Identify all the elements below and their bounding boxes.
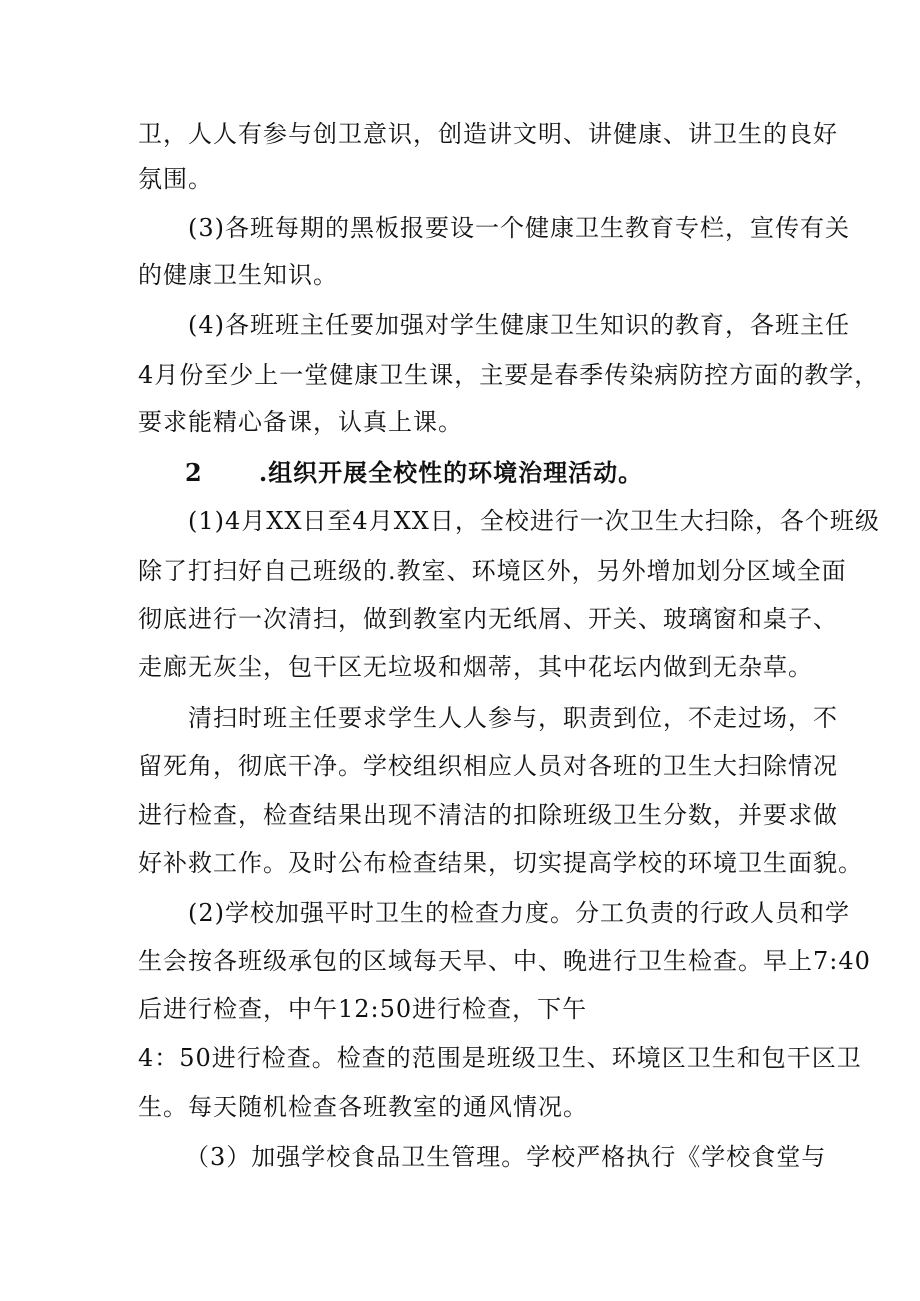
paragraph-line: 4：50进行检查。检查的范围是班级卫生、环境区卫生和包干区卫 — [138, 1044, 862, 1072]
paragraph-line: 卫，人人有参与创卫意识，创造讲文明、讲健康、讲卫生的良好 — [138, 120, 838, 148]
paragraph-line: 走廊无灰尘，包干区无垃圾和烟蒂，其中花坛内做到无杂草。 — [138, 653, 813, 681]
section-heading: 2 .组织开展全校性的环境治理活动。 — [185, 458, 644, 487]
paragraph-line: 留死角，彻底干净。学校组织相应人员对各班的卫生大扫除情况 — [138, 752, 838, 780]
paragraph-line: (3)各班每期的黑板报要设一个健康卫生教育专栏，宣传有关 — [188, 214, 850, 242]
paragraph-line: （3）加强学校食品卫生管理。学校严格执行《学校食堂与 — [185, 1143, 827, 1171]
paragraph-line: (4)各班班主任要加强对学生健康卫生知识的教育，各班主任 — [188, 311, 850, 339]
paragraph-line: 后进行检查，中午12:50进行检查，下午 — [138, 995, 588, 1023]
paragraph-line: 好补救工作。及时公布检查结果，切实提高学校的环境卫生面貌。 — [138, 849, 863, 877]
paragraph-line: 4月份至少上一堂健康卫生课，主要是春季传染病防控方面的教学， — [138, 361, 880, 389]
paragraph-line: 生。每天随机检查各班教室的通风情况。 — [138, 1093, 588, 1121]
paragraph-line: 氛围。 — [138, 165, 213, 193]
paragraph-line: 彻底进行一次清扫，做到教室内无纸屑、开关、玻璃窗和桌子、 — [138, 605, 838, 633]
paragraph-line: 的健康卫生知识。 — [138, 261, 338, 289]
paragraph-line: 要求能精心备课，认真上课。 — [138, 408, 463, 436]
paragraph-line: 进行检查，检查结果出现不清洁的扣除班级卫生分数，并要求做 — [138, 801, 838, 829]
paragraph-line: 生会按各班级承包的区域每天早、中、晚进行卫生检查。早上7:40 — [138, 947, 871, 975]
paragraph-line: (1)4月XX日至4月XX日，全校进行一次卫生大扫除，各个班级 — [188, 507, 880, 535]
paragraph-line: (2)学校加强平时卫生的检查力度。分工负责的行政人员和学 — [188, 899, 850, 927]
paragraph-line: 清扫时班主任要求学生人人参与，职责到位，不走过场，不 — [188, 704, 838, 732]
paragraph-line: 除了打扫好自己班级的.教室、环境区外，另外增加划分区域全面 — [138, 557, 847, 585]
